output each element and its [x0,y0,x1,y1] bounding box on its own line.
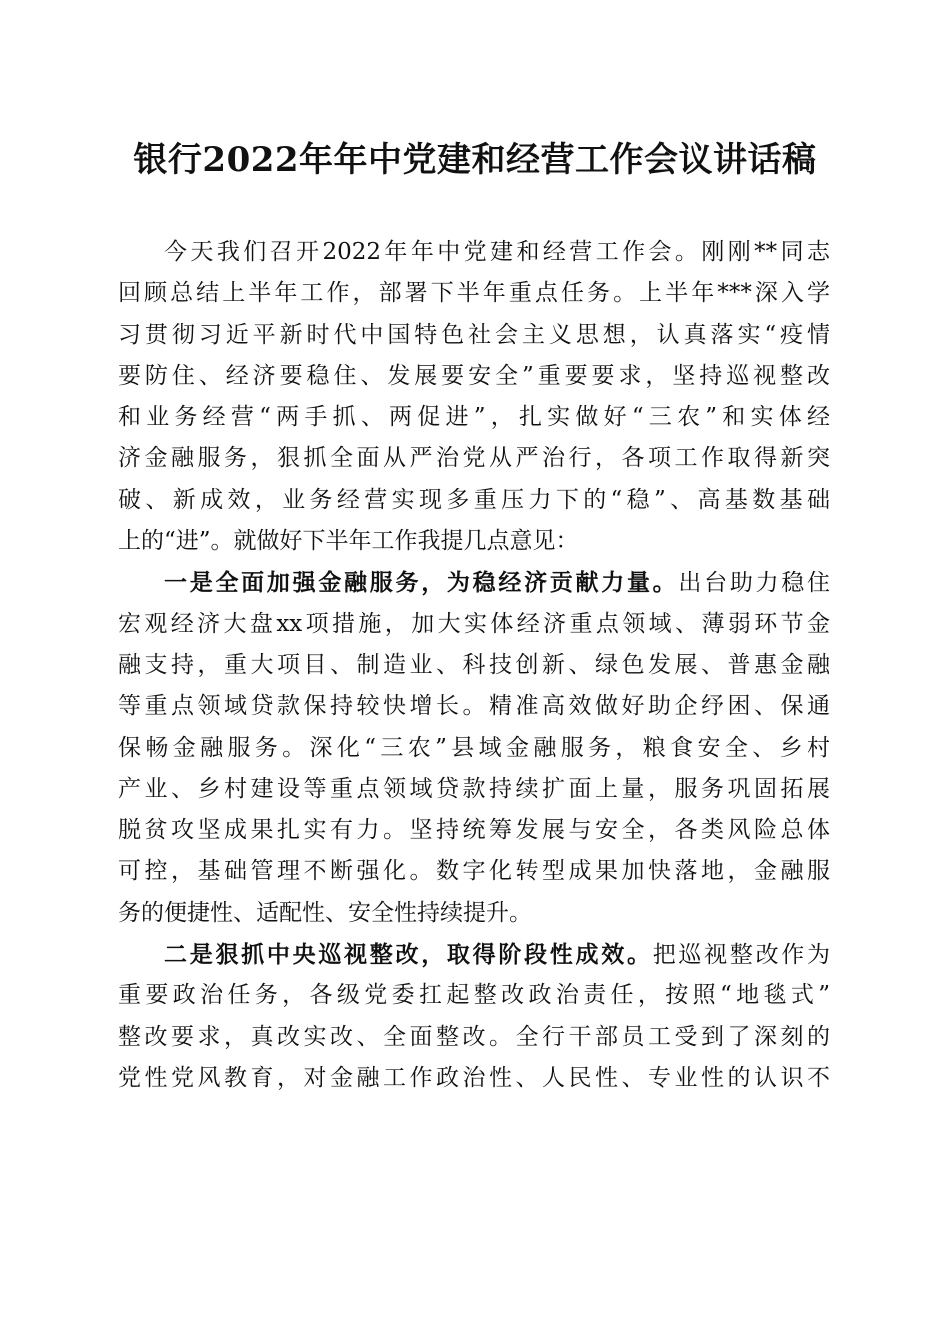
paragraph-inspection-rectification [118,934,830,1099]
paragraph-line: 要防住、经济要稳住、发展要安全”重要要求，坚持巡视整改 [118,362,830,389]
paragraph-line: 可控，基础管理不断强化。数字化转型成果加快落地，金融服 [118,858,830,885]
document-title: 银行2022年年中党建和经营工作会议讲话稿 [133,140,817,180]
paragraph-line: 济金融服务，狠抓全面从严治党从严治行，各项工作取得新突 [118,445,830,472]
paragraph-line: 务的便捷性、适配性、安全性持续提升。 [118,899,532,926]
paragraph-line: 保畅金融服务。深化“三农”县域金融服务，粮食安全、乡村 [118,734,830,761]
paragraph-line: 回顾总结上半年工作，部署下半年重点任务。上半年***深入学 [118,280,830,307]
paragraph-line: 今天我们召开2022年年中党建和经营工作会。刚刚**同志 [164,239,830,265]
paragraph-line: 产业、乡村建设等重点领域贷款持续扩面上量，服务巩固拓展 [118,775,830,802]
paragraph-line: 习贯彻习近平新时代中国特色社会主义思想，认真落实“疫情 [118,321,830,348]
paragraph-line: 破、新成效，业务经营实现多重压力下的“稳”、高基数基础 [118,486,830,513]
paragraph-line: 上的“进”。就做好下半年工作我提几点意见： [118,528,579,555]
paragraph-line [118,562,830,603]
paragraph-line-text: 把巡视整改作为 [652,942,830,969]
paragraph-line: 重要政治任务，各级党委扛起整改政治责任，按照“地毯式” [118,982,830,1009]
paragraph-financial-services [118,562,830,934]
paragraph-lead-heading: 一是全面加强金融服务，为稳经济贡献力量。 [164,569,679,597]
paragraph-line [118,934,830,975]
paragraph-line-text: 出台助力稳住 [678,570,830,597]
paragraph-line: 宏观经济大盘xx项措施，加大实体经济重点领域、薄弱环节金 [118,610,830,637]
paragraph-lead-heading: 二是狠抓中央巡视整改，取得阶段性成效。 [164,941,653,969]
paragraph-line: 整改要求，真改实改、全面整改。全行干部员工受到了深刻的 [118,1023,830,1050]
paragraph-line: 等重点领域贷款保持较快增长。精准高效做好助企纾困、保通 [118,693,830,720]
paragraph-line: 党性党风教育，对金融工作政治性、人民性、专业性的认识不 [118,1064,830,1091]
paragraph-line: 和业务经营“两手抓、两促进”，扎实做好“三农”和实体经 [118,404,830,431]
document-body [118,232,830,1099]
paragraph-intro [118,232,830,562]
paragraph-line: 融支持，重大项目、制造业、科技创新、绿色发展、普惠金融 [118,651,830,678]
paragraph-line: 脱贫攻坚成果扎实有力。坚持统筹发展与安全，各类风险总体 [118,817,830,844]
